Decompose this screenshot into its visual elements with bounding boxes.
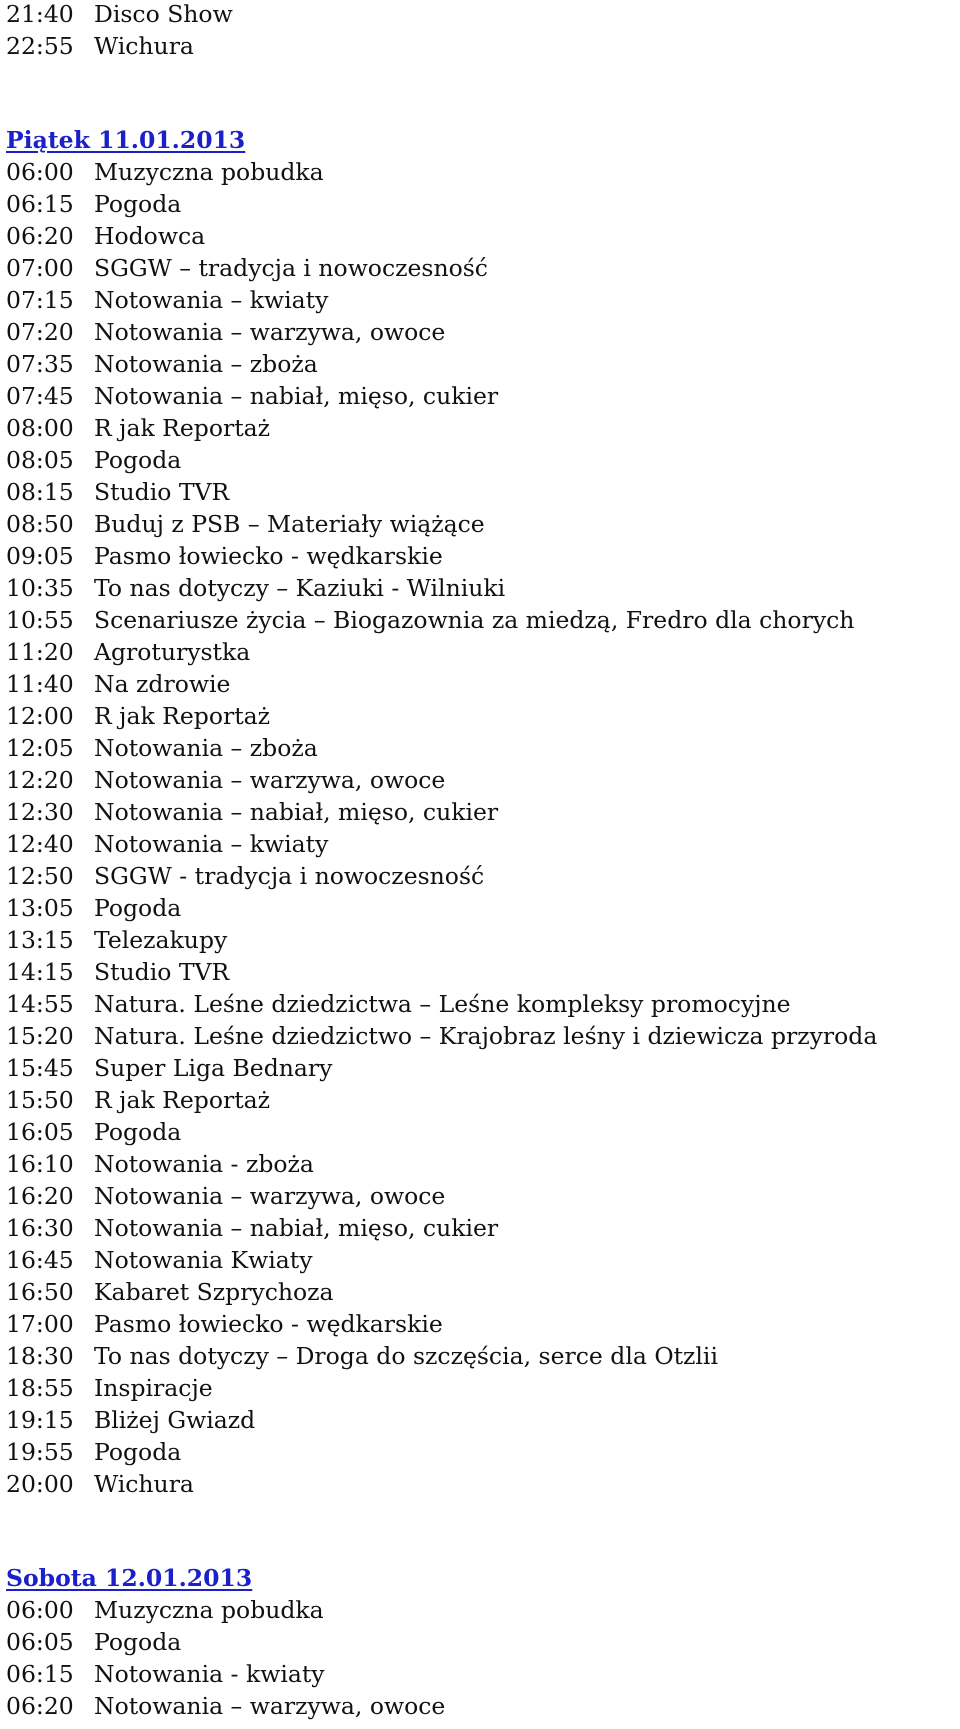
schedule-entry (6, 990, 956, 1022)
entry-time: 07:15 (6, 286, 74, 314)
entry-title: Notowania – kwiaty (94, 830, 329, 858)
entry-time: 06:20 (6, 1692, 74, 1720)
entry-time: 14:15 (6, 958, 74, 986)
entry-time: 07:00 (6, 254, 74, 282)
entry-time: 12:20 (6, 766, 74, 794)
entry-title: Inspiracje (94, 1374, 213, 1402)
schedule-entry (6, 830, 956, 862)
entry-time: 06:15 (6, 190, 74, 218)
schedule-entry (6, 32, 956, 64)
entry-time: 06:15 (6, 1660, 74, 1688)
schedule-document (6, 0, 956, 1724)
entry-title: Pasmo łowiecko - wędkarskie (94, 1310, 443, 1338)
entry-time: 08:15 (6, 478, 74, 506)
entry-time: 11:40 (6, 670, 74, 698)
schedule-entry (6, 1150, 956, 1182)
entry-time: 12:30 (6, 798, 74, 826)
schedule-entry (6, 1022, 956, 1054)
schedule-entry (6, 798, 956, 830)
schedule-entry (6, 1374, 956, 1406)
schedule-entry (6, 1406, 956, 1438)
entry-title: Muzyczna pobudka (94, 158, 324, 186)
entry-time: 12:50 (6, 862, 74, 890)
schedule-entry (6, 1214, 956, 1246)
entry-time: 15:20 (6, 1022, 74, 1050)
schedule-entry (6, 190, 956, 222)
entry-title: Wichura (94, 1470, 194, 1498)
entry-title: Notowania – warzywa, owoce (94, 318, 446, 346)
entry-title: Na zdrowie (94, 670, 231, 698)
schedule-entry (6, 1628, 956, 1660)
schedule-entry (6, 606, 956, 638)
entry-title: Pogoda (94, 894, 182, 922)
entry-title: Pogoda (94, 190, 182, 218)
entry-title: R jak Reportaż (94, 414, 271, 442)
entry-title: Notowania - kwiaty (94, 1660, 325, 1688)
schedule-entry (6, 350, 956, 382)
schedule-entry (6, 1086, 956, 1118)
entry-title: Kabaret Szprychoza (94, 1278, 334, 1306)
entry-time: 06:05 (6, 1628, 74, 1656)
schedule-entry (6, 1278, 956, 1310)
entry-time: 18:55 (6, 1374, 74, 1402)
schedule-entry (6, 1118, 956, 1150)
schedule-entry (6, 1310, 956, 1342)
entry-time: 10:35 (6, 574, 74, 602)
entry-title: To nas dotyczy – Droga do szczęścia, serce dla Otzlii (94, 1342, 718, 1370)
schedule-entry (6, 1470, 956, 1502)
schedule-entry (6, 478, 956, 510)
schedule-entry (6, 574, 956, 606)
schedule-entry (6, 286, 956, 318)
schedule-entry (6, 446, 956, 478)
entry-title: Notowania – kwiaty (94, 286, 329, 314)
schedule-entry (6, 254, 956, 286)
schedule-entry (6, 862, 956, 894)
entry-time: 06:00 (6, 158, 74, 186)
entry-time: 16:30 (6, 1214, 74, 1242)
entry-time: 16:05 (6, 1118, 74, 1146)
entry-time: 16:20 (6, 1182, 74, 1210)
entry-title: R jak Reportaż (94, 1086, 271, 1114)
schedule-entry (6, 510, 956, 542)
entry-title: Natura. Leśne dziedzictwa – Leśne kompleksy promocyjne (94, 990, 791, 1018)
schedule-entry (6, 638, 956, 670)
entry-title: Hodowca (94, 222, 206, 250)
spacer (6, 1502, 956, 1564)
entry-title: Agroturystka (94, 638, 251, 666)
schedule-entry (6, 894, 956, 926)
entry-title: Pogoda (94, 1118, 182, 1146)
entry-title: Notowania – nabiał, mięso, cukier (94, 1214, 499, 1242)
entry-title: Wichura (94, 32, 194, 60)
entry-time: 22:55 (6, 32, 74, 60)
entry-time: 16:45 (6, 1246, 74, 1274)
entry-title: Notowania Kwiaty (94, 1246, 313, 1274)
entry-time: 16:50 (6, 1278, 74, 1306)
entry-time: 14:55 (6, 990, 74, 1018)
schedule-entry (6, 1660, 956, 1692)
entry-title: Notowania – warzywa, owoce (94, 1692, 446, 1720)
entry-time: 12:00 (6, 702, 74, 730)
entry-time: 19:55 (6, 1438, 74, 1466)
entry-time: 06:20 (6, 222, 74, 250)
entry-title: Disco Show (94, 0, 233, 28)
entry-title: Buduj z PSB – Materiały wiążące (94, 510, 485, 538)
entry-title: Pogoda (94, 1628, 182, 1656)
entry-time: 08:50 (6, 510, 74, 538)
schedule-entry (6, 766, 956, 798)
entry-time: 07:20 (6, 318, 74, 346)
schedule-entry (6, 318, 956, 350)
schedule-entry (6, 702, 956, 734)
entry-title: Notowania – nabiał, mięso, cukier (94, 798, 499, 826)
entry-time: 08:05 (6, 446, 74, 474)
entry-title: Notowania – nabiał, mięso, cukier (94, 382, 499, 410)
entry-title: Notowania – warzywa, owoce (94, 1182, 446, 1210)
schedule-entry (6, 1342, 956, 1374)
entry-time: 15:50 (6, 1086, 74, 1114)
entry-time: 08:00 (6, 414, 74, 442)
entry-time: 06:00 (6, 1596, 74, 1624)
entry-title: R jak Reportaż (94, 702, 271, 730)
schedule-entry (6, 734, 956, 766)
entry-title: Notowania – zboża (94, 350, 318, 378)
spacer (6, 64, 956, 126)
schedule-entry (6, 926, 956, 958)
entry-time: 12:40 (6, 830, 74, 858)
schedule-entry (6, 670, 956, 702)
schedule-entry (6, 1438, 956, 1470)
schedule-entry (6, 958, 956, 990)
entry-title: Pasmo łowiecko - wędkarskie (94, 542, 443, 570)
schedule-entry (6, 158, 956, 190)
entry-time: 11:20 (6, 638, 74, 666)
schedule-entry (6, 1596, 956, 1628)
entry-title: Studio TVR (94, 958, 230, 986)
schedule-entry (6, 1246, 956, 1278)
entry-title: Super Liga Bednary (94, 1054, 333, 1082)
schedule-entry (6, 0, 956, 32)
entry-title: Bliżej Gwiazd (94, 1406, 256, 1434)
entry-title: Natura. Leśne dziedzictwo – Krajobraz leśny i dziewicza przyroda (94, 1022, 878, 1050)
entry-title: Muzyczna pobudka (94, 1596, 324, 1624)
entry-title: Pogoda (94, 446, 182, 474)
entry-time: 18:30 (6, 1342, 74, 1370)
entry-title: Notowania – warzywa, owoce (94, 766, 446, 794)
entry-title: Notowania - zboża (94, 1150, 314, 1178)
entry-time: 07:45 (6, 382, 74, 410)
entry-title: Notowania – zboża (94, 734, 318, 762)
entry-title: SGGW - tradycja i nowoczesność (94, 862, 485, 890)
entry-time: 19:15 (6, 1406, 74, 1434)
day-heading-link[interactable]: Sobota 12.01.2013 (6, 1564, 253, 1592)
schedule-entry (6, 414, 956, 446)
entry-time: 07:35 (6, 350, 74, 378)
schedule-entry (6, 382, 956, 414)
entry-time: 17:00 (6, 1310, 74, 1338)
entry-time: 12:05 (6, 734, 74, 762)
entry-time: 21:40 (6, 0, 74, 28)
day-heading-link[interactable]: Piątek 11.01.2013 (6, 126, 246, 154)
schedule-entry (6, 1054, 956, 1086)
entry-title: Scenariusze życia – Biogazownia za miedzą, Fredro dla chorych (94, 606, 855, 634)
entry-title: Studio TVR (94, 478, 230, 506)
schedule-entry (6, 1182, 956, 1214)
entry-title: To nas dotyczy – Kaziuki - Wilniuki (94, 574, 506, 602)
entry-time: 15:45 (6, 1054, 74, 1082)
schedule-entry (6, 1692, 956, 1724)
entry-time: 16:10 (6, 1150, 74, 1178)
entry-title: SGGW – tradycja i nowoczesność (94, 254, 488, 282)
entry-time: 10:55 (6, 606, 74, 634)
schedule-entry (6, 542, 956, 574)
entry-title: Telezakupy (94, 926, 228, 954)
entry-title: Pogoda (94, 1438, 182, 1466)
entry-time: 13:15 (6, 926, 74, 954)
entry-time: 20:00 (6, 1470, 74, 1498)
entry-time: 09:05 (6, 542, 74, 570)
schedule-entry (6, 222, 956, 254)
entry-time: 13:05 (6, 894, 74, 922)
